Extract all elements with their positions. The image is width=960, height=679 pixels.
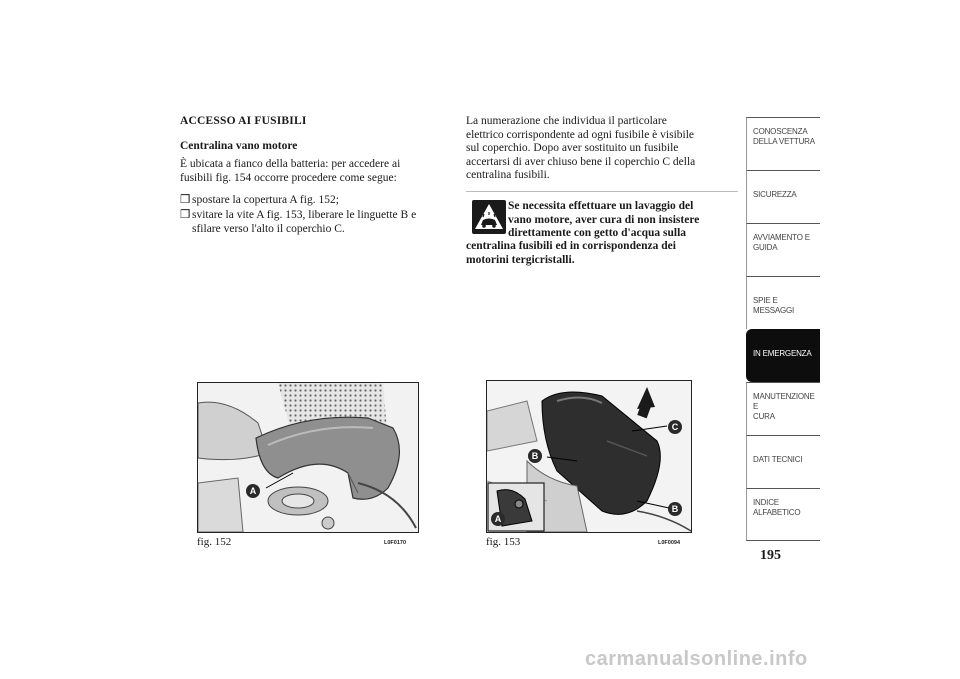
figure-152-image — [197, 382, 419, 533]
warning-line: motorini tergicristalli. — [466, 253, 575, 266]
tab-label: SPIE E MESSAGGI — [753, 296, 795, 315]
tab-dati-tecnici[interactable] — [746, 435, 820, 488]
tab-label: SICUREZZA — [753, 190, 797, 199]
tab-spie-e-messaggi[interactable] — [746, 276, 820, 329]
tab-label: IN EMERGENZA — [753, 349, 812, 358]
subsection-heading: Centralina vano motore — [180, 140, 298, 152]
label-a-marker: A — [246, 484, 260, 498]
page-number: 195 — [760, 548, 781, 563]
tab-indice-alfabetico[interactable] — [746, 488, 820, 541]
figure-153-image — [486, 380, 692, 533]
fuse-numbering-paragraph — [466, 115, 738, 183]
paragraph-line: La numerazione che individua il particolare — [466, 115, 667, 127]
label-b-marker: B — [528, 449, 542, 463]
figure-152-caption: fig. 152 — [197, 536, 232, 548]
label-b-marker: B — [668, 502, 682, 516]
warning-line: centralina fusibili ed in corrispondenza dei — [466, 240, 676, 252]
tab-label: CONOSCENZA — [753, 127, 808, 136]
tab-label: DELLA VETTURA — [753, 137, 815, 146]
paragraph-line: centralina fusibili. — [466, 169, 550, 181]
intro-line: È ubicata a fianco della batteria: per accedere ai — [180, 158, 401, 170]
tab-label: AVVIAMENTO E — [753, 233, 810, 242]
tab-label: ALFABETICO — [753, 508, 801, 517]
paragraph-line: accertarsi di aver chiuso bene il coperchio C della — [466, 155, 696, 168]
bullet-line: sfilare verso l'alto il coperchio C. — [192, 222, 345, 235]
figure-153-code: L0F0094 — [658, 540, 681, 546]
label-a-marker: A — [491, 512, 505, 526]
bullet-text: spostare la copertura A fig. 152; — [192, 194, 339, 206]
tab-label: INDICE — [753, 498, 779, 507]
figure-152-code: L0F0170 — [384, 540, 407, 546]
figure-153-caption: fig. 153 — [486, 536, 521, 548]
watermark: carmanualsonline.info — [585, 648, 808, 670]
section-heading: ACCESSO AI FUSIBILI — [180, 115, 307, 127]
tab-manutenzione-e-cura[interactable] — [746, 382, 820, 435]
intro-line: fusibili fig. 154 occorre procedere come segue: — [180, 171, 397, 184]
bullet-text — [192, 209, 462, 236]
tab-conoscenza-della-vettura[interactable] — [746, 117, 820, 170]
tab-avviamento-e-guida[interactable] — [746, 223, 820, 276]
paragraph-line: elettrico corrispondente ad ogni fusibile è visibile — [466, 128, 695, 141]
car-wash-warning-icon — [472, 200, 506, 234]
tab-sicurezza[interactable] — [746, 170, 820, 223]
label-c-marker: C — [668, 420, 682, 434]
tab-in-emergenza[interactable] — [746, 329, 820, 382]
warning-line: vano motore, aver cura di non insistere — [508, 213, 700, 226]
bullet-mark: ❒ — [180, 194, 191, 206]
tab-label: GUIDA — [753, 243, 778, 252]
warning-line: direttamente con getto d'acqua sulla — [508, 227, 687, 239]
tab-label: CURA — [753, 412, 775, 421]
section-divider — [466, 191, 738, 192]
warning-text-indented — [508, 200, 740, 241]
intro-paragraph — [180, 158, 460, 185]
paragraph-line: sul coperchio. Dopo aver sostituito un fusibile — [466, 142, 679, 154]
bullet-line: svitare la vite A fig. 153, liberare le linguette B e — [192, 209, 417, 221]
tab-label: MANUTENZIONE E — [753, 392, 815, 411]
warning-text-full — [466, 240, 738, 267]
bullet-mark: ❒ — [180, 209, 191, 221]
tab-label: DATI TECNICI — [753, 455, 803, 464]
warning-line: Se necessita effettuare un lavaggio del — [508, 200, 694, 212]
